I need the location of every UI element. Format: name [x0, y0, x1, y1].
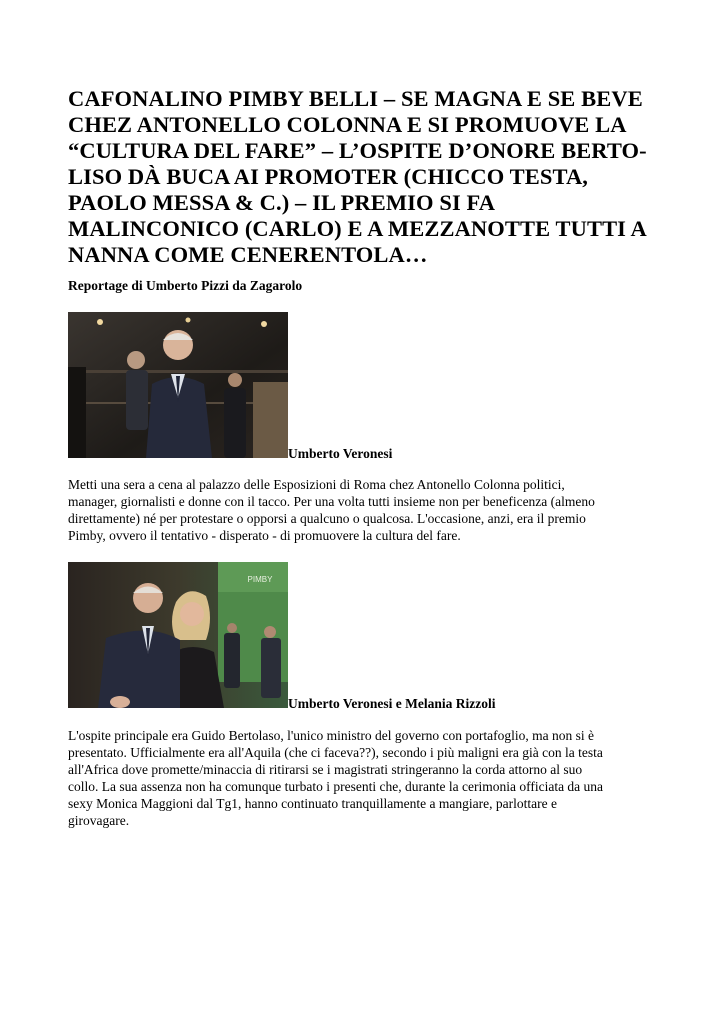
figure-caption: Umberto Veronesi: [288, 446, 393, 461]
figure-caption: Umberto Veronesi e Melania Rizzoli: [288, 696, 496, 711]
photo-umberto-veronesi: [68, 312, 288, 458]
figure-veronesi-rizzoli: [68, 562, 668, 712]
banner-pimby-text: PIMBY: [247, 575, 273, 584]
article-headline: CAFONALINO PIMBY BELLI – SE MAGNA E SE BEVE CHEZ ANTONELLO COLONNA E SI PROMUOVE LA “CULTURA DEL FARE” – L’OSPITE D’ONORE BERTO- LISO DÀ BUCA AI PROMOTER (CHICCO TESTA, PAOLO MESSA & C.) – IL PREMIO SI FA MALINCONICO (CARLO) E A MEZZANOTTE TUTTI A NANNA COME CENERENTOLA…: [68, 86, 647, 267]
article-paragraph: L'ospite principale era Guido Bertolaso, l'unico ministro del governo con portafoglio, ma non si è presentato. Ufficialmente era all'Aquila (che ci faceva??), secondo i più maligni era già con la testa all'Africa dove promette/minaccia di ritirarsi se i magistrati stringeranno la corda attorno al suo collo. La sua assenza non ha comunque turbato i presenti che, durante la cerimonia officiata da una sexy Monica Maggioni dal Tg1, hanno continuato tranquillamente a mangiare, parlottare e girovagare.: [68, 728, 604, 828]
article-paragraph: Metti una sera a cena al palazzo delle Esposizioni di Roma chez Antonello Colonna politici, manager, giornalisti e donne con il tacco. Per una volta tutti insieme non per beneficenza (almeno direttamente) né per protestare o opporsi a qualcuno o qualcosa. L'occasione, anzi, era il premio Pimby, ovvero il tentativo - disperato - di promuovere la cultura del fare.: [68, 477, 595, 543]
article-byline: Reportage di Umberto Pizzi da Zagarolo: [68, 278, 303, 293]
figure-umberto-veronesi: [68, 312, 668, 462]
photo-veronesi-rizzoli: [68, 562, 288, 708]
